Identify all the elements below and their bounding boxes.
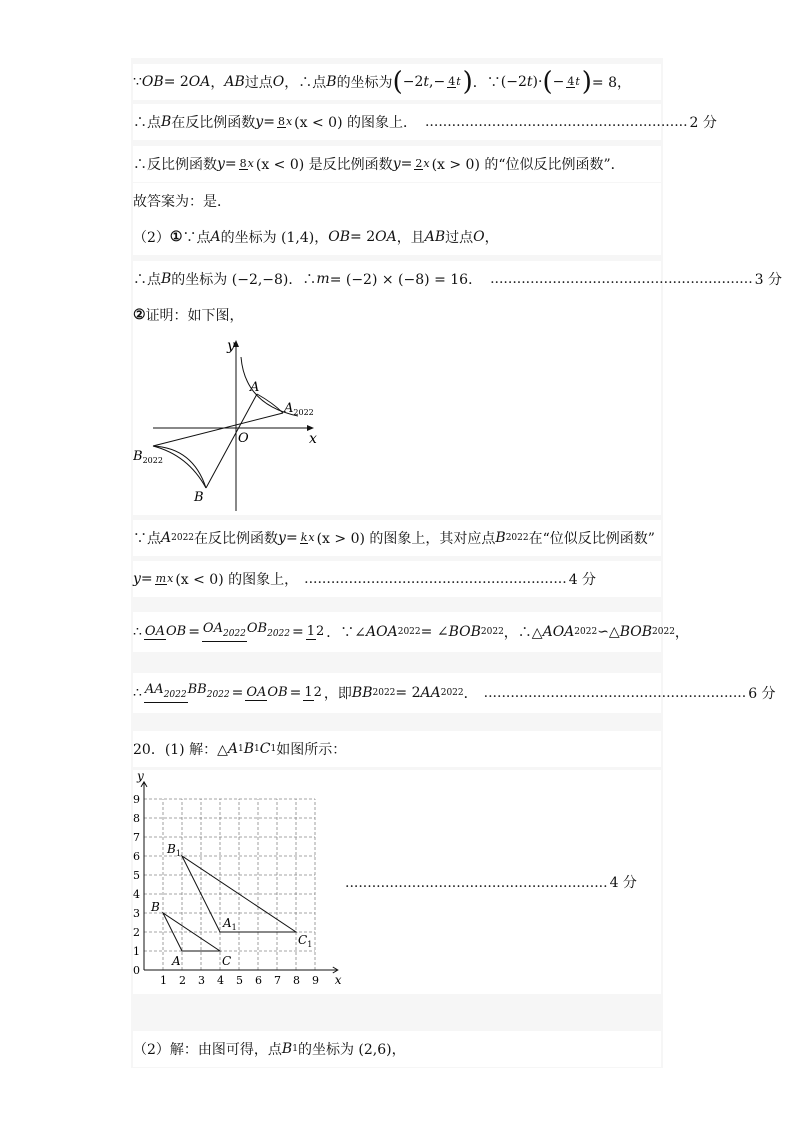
- text: (x < 0) 的图象上，: [175, 572, 299, 588]
- leader-dots: ...........................................................: [483, 685, 747, 701]
- text: y: [255, 114, 264, 130]
- text: (x < 0) 的图象上．: [294, 115, 417, 131]
- y-tick-label: 2: [133, 926, 140, 939]
- text: AA: [420, 685, 441, 701]
- text: BOB: [619, 624, 653, 640]
- text: t: [423, 74, 429, 90]
- text: O: [473, 229, 485, 245]
- leader-dots: ...........................................................: [424, 114, 688, 130]
- denominator: OB: [165, 623, 187, 639]
- text: ,−: [429, 74, 446, 90]
- text: =: [285, 530, 298, 546]
- text: O: [272, 74, 285, 90]
- x-tick-label: 2: [179, 974, 186, 987]
- text: OA: [188, 74, 211, 90]
- y-axis-label: y: [137, 770, 144, 783]
- text: B: [495, 530, 506, 546]
- text: B: [326, 74, 337, 90]
- hyperbola-diagram: [133, 333, 661, 515]
- x-tick-label: 8: [293, 974, 300, 987]
- denominator: x: [308, 531, 315, 544]
- fraction: [306, 625, 325, 640]
- text: OA: [375, 229, 397, 245]
- text: ．: [463, 686, 478, 702]
- x-tick-label: 9: [312, 974, 319, 987]
- text: 的坐标为 (−2,−8)．∴: [171, 272, 317, 288]
- origin-label: O: [238, 431, 249, 446]
- fraction: [277, 116, 292, 128]
- circled-number: ①: [169, 229, 183, 245]
- subscript: 1: [238, 744, 244, 754]
- paren-close: ): [462, 67, 473, 97]
- fraction: [239, 158, 254, 170]
- line-1: [133, 64, 661, 100]
- y-tick-label: 4: [133, 888, 140, 901]
- text: OB: [141, 74, 164, 90]
- score-label: 4 分: [568, 572, 597, 588]
- point-a-label: A: [172, 954, 181, 968]
- text: （2）解：由图可得，点: [133, 1042, 282, 1058]
- fraction: [245, 686, 287, 701]
- numerator: k: [300, 531, 308, 544]
- text: AOA: [366, 624, 398, 640]
- line-4: [133, 183, 661, 219]
- denominator: t: [456, 75, 461, 88]
- subscript: 2022: [574, 627, 598, 637]
- paren-open: (: [392, 67, 403, 97]
- text: A: [210, 229, 221, 245]
- line-7: [133, 297, 661, 333]
- text: =: [292, 624, 304, 640]
- line-2: [133, 104, 717, 140]
- text: 在反比例函数: [194, 531, 279, 547]
- text: B: [161, 114, 172, 130]
- fraction: [566, 76, 579, 88]
- text: =: [289, 685, 302, 701]
- text: 过点: [445, 230, 474, 246]
- y-tick-label: 5: [133, 869, 140, 882]
- text: ∴点: [133, 115, 161, 131]
- y-axis-label: y: [227, 338, 235, 354]
- text: 在“位似反比例函数”: [528, 531, 655, 547]
- subscript: 2022: [397, 627, 421, 637]
- text: ∴: [133, 685, 142, 701]
- text: (−2: [500, 74, 527, 90]
- text: 如图所示：: [276, 742, 347, 758]
- numerator: OA2022: [202, 622, 247, 642]
- text: )·: [532, 74, 543, 90]
- text: (x > 0) 的图象上，其对应点: [316, 531, 496, 547]
- text: =: [263, 114, 275, 130]
- point-c1-label: $C_1$: [298, 933, 313, 949]
- x-tick-label: 1: [160, 974, 167, 987]
- text: = (−2) × (−8) = 16．: [329, 272, 483, 288]
- line-11: [133, 673, 776, 713]
- line-8: [133, 520, 661, 556]
- score-line-fig2: [345, 872, 637, 892]
- denominator: x: [167, 572, 174, 585]
- fraction: [144, 625, 186, 640]
- line-9: [133, 561, 661, 597]
- text: ∴反比例函数: [133, 157, 217, 173]
- fraction: [144, 683, 230, 703]
- text: ．∵: [472, 75, 501, 91]
- score-label: 4 分: [609, 875, 637, 891]
- text: ，: [674, 625, 689, 641]
- numerator: OA: [246, 684, 267, 700]
- y-tick-label: 6: [133, 850, 140, 863]
- y-tick-label: 1: [133, 945, 140, 958]
- text: t: [526, 74, 533, 90]
- subscript: 1: [270, 744, 277, 754]
- text: y: [133, 571, 141, 587]
- text: = 2: [350, 229, 376, 245]
- numerator: AA2022: [144, 683, 188, 703]
- text: −2: [402, 74, 424, 90]
- text: ∽△: [597, 624, 620, 640]
- text: AB: [424, 229, 446, 245]
- text: （2）: [133, 230, 170, 246]
- text: = 2: [163, 74, 189, 90]
- leader-dots: ...........................................................: [345, 875, 608, 891]
- line-12: [133, 731, 661, 767]
- text: C: [259, 741, 271, 757]
- x-tick-label: 3: [198, 974, 205, 987]
- line-13: [133, 1031, 661, 1067]
- fraction: [447, 76, 460, 88]
- x-axis-label: x: [309, 431, 317, 447]
- x-axis-label: x: [334, 973, 342, 987]
- x-tick-label: 4: [217, 974, 224, 987]
- text: 证明：如下图，: [145, 308, 244, 324]
- x-tick-label: 5: [236, 974, 243, 987]
- line-5: [133, 219, 661, 255]
- subscript: 2022: [652, 627, 675, 637]
- origin-label: 0: [133, 964, 140, 977]
- text: y: [278, 530, 286, 546]
- line-3: [133, 146, 661, 182]
- text: 过点: [244, 75, 273, 91]
- text: =: [231, 685, 244, 701]
- point-c-label: C: [222, 954, 232, 968]
- line-6: [133, 261, 782, 297]
- text: = 8，: [591, 75, 631, 91]
- text: =: [400, 156, 413, 172]
- point-a2022-label: $A_{2022}$: [284, 401, 314, 417]
- text: y: [217, 156, 225, 172]
- text: 故答案为：是．: [133, 194, 231, 210]
- text: 20．(1) 解：△: [133, 742, 228, 758]
- point-b1-label: $B_1$: [167, 842, 181, 858]
- fraction: [202, 622, 290, 642]
- subscript: 1: [254, 744, 260, 754]
- text: ∵点: [133, 531, 161, 547]
- denominator: t: [575, 75, 580, 88]
- text: ，∴点: [284, 75, 327, 91]
- text: ∴: [133, 624, 142, 640]
- figure-hyperbola: [133, 333, 661, 515]
- fraction: [300, 532, 315, 544]
- text: B: [281, 1041, 293, 1057]
- paren-close: ): [581, 67, 592, 97]
- text: 的坐标为: [336, 75, 393, 91]
- text: −: [552, 74, 565, 90]
- score-label: 6 分: [748, 686, 776, 702]
- numerator: 1: [306, 623, 316, 639]
- text: BOB: [448, 624, 481, 640]
- score-label: 2 分: [689, 115, 717, 131]
- text: 在反比例函数: [171, 115, 256, 131]
- text: A: [227, 741, 238, 757]
- numerator: 1: [304, 684, 313, 700]
- numerator: m: [155, 572, 167, 585]
- text: ，: [210, 75, 225, 91]
- point-b-label: B: [194, 490, 204, 505]
- text: ．∵∠: [326, 625, 367, 641]
- text: 的坐标为 (1,4)，: [220, 230, 329, 246]
- text: AOA: [542, 624, 575, 640]
- text: ，∴△: [503, 625, 543, 641]
- line-ab: [206, 394, 257, 488]
- y-tick-label: 7: [133, 831, 140, 844]
- numerator: 4: [567, 75, 575, 88]
- denominator: x: [247, 157, 254, 170]
- text: (x < 0) 是反比例函数: [255, 157, 393, 173]
- y-tick-label: 9: [133, 793, 140, 806]
- text: ，即: [323, 686, 352, 702]
- denominator: OB: [267, 684, 288, 700]
- text: ∵点: [182, 230, 211, 246]
- text: (x > 0) 的“位似反比例函数”．: [431, 157, 625, 173]
- fraction: [303, 686, 322, 701]
- y-tick-label: 8: [133, 812, 140, 825]
- text: =: [224, 156, 237, 172]
- numerator: 8: [239, 157, 247, 170]
- point-b-label: B: [151, 900, 160, 914]
- text: ∴点: [133, 272, 161, 288]
- subscript: 2022: [480, 627, 504, 637]
- subscript: 2022: [440, 688, 464, 698]
- paren-open: (: [542, 67, 553, 97]
- x-tick-label: 6: [255, 974, 262, 987]
- fraction: [155, 573, 174, 585]
- denominator: x: [423, 157, 430, 170]
- denominator: OB2022: [246, 621, 290, 639]
- text: ，: [484, 230, 499, 246]
- score-label: 3 分: [754, 272, 782, 288]
- hyperbola-branch-left: [153, 446, 206, 488]
- point-a-label: A: [250, 380, 260, 395]
- text: =: [188, 624, 200, 640]
- text: B: [243, 741, 255, 757]
- circled-number: ②: [133, 307, 146, 323]
- text: y: [392, 156, 401, 172]
- numerator: 8: [277, 115, 285, 128]
- text: AB: [224, 74, 245, 90]
- arc-b: [153, 446, 206, 488]
- numerator: 2: [415, 157, 423, 170]
- text: m: [316, 271, 330, 287]
- subscript: 1: [292, 1044, 298, 1054]
- figure-grid: [133, 770, 661, 994]
- text: A: [161, 530, 172, 546]
- leader-dots: ...........................................................: [490, 271, 753, 287]
- leader-dots: ...........................................................: [304, 571, 567, 587]
- text: ∵: [133, 74, 142, 90]
- text: B: [161, 271, 172, 287]
- text: ，且: [396, 230, 425, 246]
- y-tick-label: 3: [133, 907, 140, 920]
- text: = ∠: [420, 624, 449, 640]
- text: =: [140, 571, 153, 587]
- line-a2022-b2022: [153, 413, 283, 446]
- text: 的坐标为 (2,6)，: [297, 1042, 406, 1058]
- denominator: 2: [316, 623, 325, 639]
- denominator: 2: [313, 684, 322, 700]
- subscript: 2022: [372, 688, 396, 698]
- x-tick-label: 7: [274, 974, 281, 987]
- point-a1-label: $A_1$: [223, 916, 237, 932]
- subscript: 2022: [171, 533, 195, 543]
- subscript: 2022: [505, 533, 529, 543]
- point-b2022-label: $B_{2022}$: [133, 449, 163, 465]
- numerator: OA: [144, 623, 165, 639]
- line-10: [133, 612, 689, 652]
- text: BB: [351, 685, 373, 701]
- numerator: 4: [448, 75, 456, 88]
- fraction: [414, 158, 429, 170]
- denominator: BB2022: [187, 682, 230, 700]
- text: OB: [328, 229, 351, 245]
- text: = 2: [395, 685, 421, 701]
- denominator: x: [285, 115, 293, 128]
